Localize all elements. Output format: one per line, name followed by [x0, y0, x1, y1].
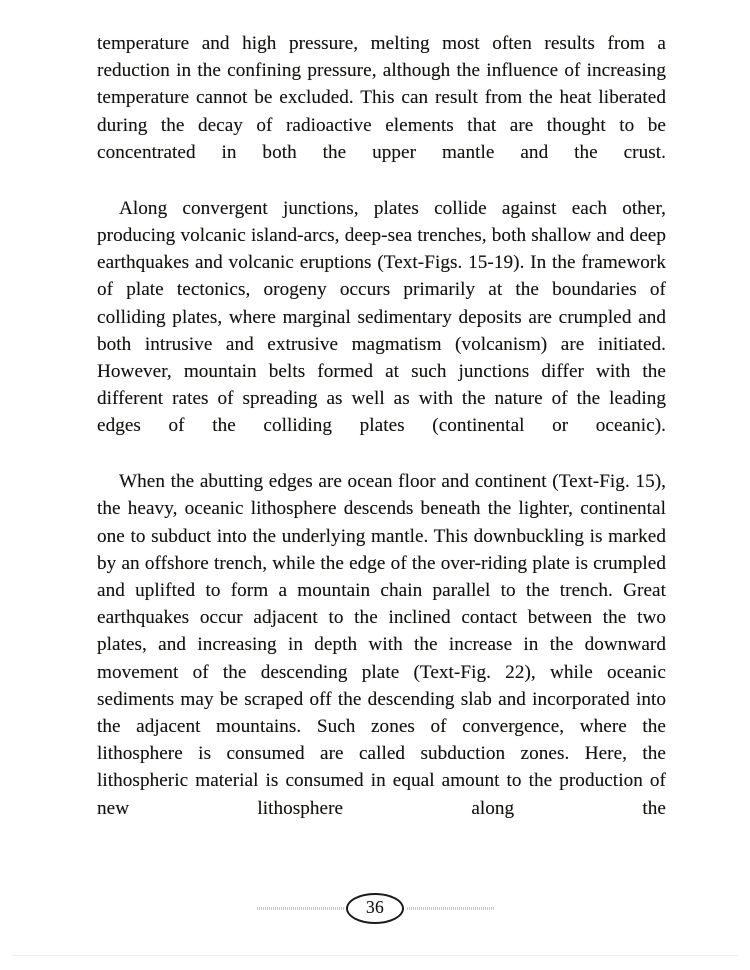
- page-number-badge: [346, 893, 404, 924]
- paragraph-1: temperature and high pressure, melting most often results from a reduction in the confining pressure, although the influence of increasing temperature cannot be excluded. This can result from the heat liberated during the decay of radioactive elements that are thought to be concentrated in both the upper mantle and the crust.: [97, 33, 666, 163]
- page-footer: [0, 893, 750, 923]
- paragraph-2: Along convergent junctions, plates collide against each other, producing volcanic island-arcs, deep-sea trenches, both shallow and deep earthquakes and volcanic eruptions (Text-Figs. 15-19). In the framework of plate tectonics, orogeny occurs primarily at the boundaries of colliding plates, where marginal sedimentary deposits are crumpled and both intrusive and extrusive magmatism (volcanism) are initiated. However, mountain belts formed at such junctions differ with the different rates of spreading as well as with the nature of the leading edges of the colliding plates (continental or oceanic).: [97, 197, 666, 437]
- scan-edge-artifact: [12, 955, 738, 956]
- ornament-rule-left: [256, 906, 344, 911]
- ornament-rule-right: [406, 906, 494, 911]
- body-text-column: [97, 30, 666, 849]
- paragraph-3: When the abutting edges are ocean floor and continent (Text-Fig. 15), the heavy, oceanic lithosphere descends beneath the lighter, continental one to subduct into the underlying mantle. This downbuckling is marked by an offshore trench, while the edge of the over-riding plate is crumpled and uplifted to form a mountain chain parallel to the trench. Great earthquakes occur adjacent to the inclined contact between the two plates, and increasing in depth with the increase in the downward movement of the descending plate (Text-Fig. 22), while oceanic sediments may be scraped off the descending slab and incorporated into the adjacent mountains. Such zones of convergence, where the lithosphere is consumed are called subduction zones. Here, the lithospheric material is consumed in equal amount to the production of new lithosphere along the: [97, 471, 666, 819]
- page-number-value: 36: [365, 896, 385, 917]
